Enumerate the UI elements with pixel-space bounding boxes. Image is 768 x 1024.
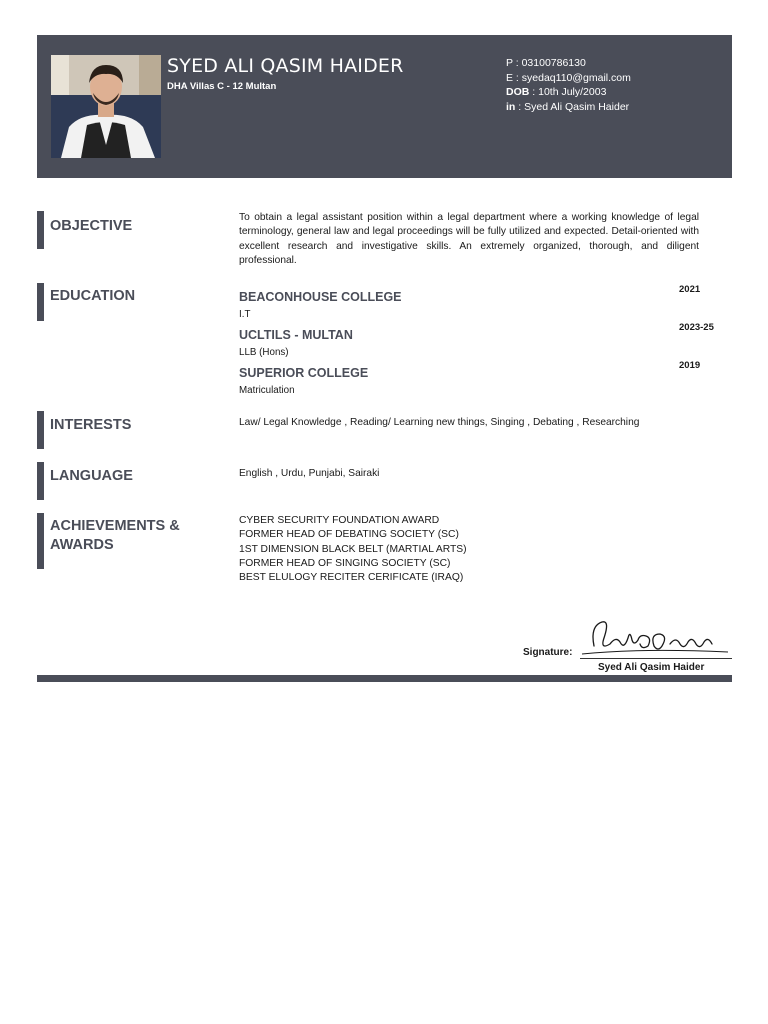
phone-label: P [506,57,513,69]
candidate-address: DHA Villas C - 12 Multan [167,81,277,92]
education-year: 2021 [679,284,701,295]
section-marker [37,283,44,321]
phone-value: 03100786130 [521,57,586,69]
objective-text: To obtain a legal assistant position within a legal department where a working knowledge of legal terminology, general law and legal proceedings will be fully utilized and expected. Detail-oriented with excellent research and investigative skills. An extremely organized, thorough, and diligent professional. [239,212,699,266]
language-text: English , Urdu, Punjabi, Sairaki [239,468,380,479]
achievements-section [37,513,732,593]
education-degree: I.T [239,309,251,320]
section-marker [37,411,44,449]
contact-email: E : syedaq110@gmail.com [506,71,631,84]
signature-name: Syed Ali Qasim Haider [598,662,705,673]
section-marker [37,462,44,500]
education-item [239,322,729,365]
contact-phone: P : 03100786130 [506,57,586,69]
education-section [37,283,732,403]
header-banner [37,35,732,178]
education-title: EDUCATION [50,288,136,304]
education-item [239,360,729,403]
language-section [37,462,732,502]
education-degree: Matriculation [239,385,295,396]
candidate-name: SYED ALI QASIM HAIDER [167,55,404,77]
contact-dob: DOB : 10th July/2003 [506,86,607,98]
signature-scribble [580,616,730,662]
interests-section [37,411,732,451]
section-marker [37,513,44,569]
education-school: SUPERIOR COLLEGE [239,366,369,380]
dob-label: DOB [506,86,530,98]
education-year: 2019 [679,360,701,371]
achievements-title-line1: ACHIEVEMENTS & [50,518,180,534]
signature-line [580,658,732,659]
achievement-item: CYBER SECURITY FOUNDATION AWARD [239,515,440,526]
objective-title: OBJECTIVE [50,218,133,234]
education-list [239,284,729,403]
interests-title: INTERESTS [50,417,132,433]
achievement-item: BEST ELULOGY RECITER CERIFICATE (IRAQ) [239,572,464,584]
achievement-item: FORMER HEAD OF DEBATING SOCIETY (SC) [239,529,459,541]
linkedin-value: Syed Ali Qasim Haider [524,100,630,113]
objective-section [37,211,732,266]
achievements-title [50,517,180,555]
dob-value: 10th July/2003 [538,86,607,98]
section-marker [37,211,44,249]
email-value: syedaq110@gmail.com [521,71,631,84]
education-school: BEACONHOUSE COLLEGE [239,290,402,304]
signature-label: Signature: [523,647,573,658]
interests-text: Law/ Legal Knowledge , Reading/ Learning new things, Singing , Debating , Researching [239,417,640,428]
profile-photo [51,55,161,158]
linkedin-icon: in [506,100,516,113]
achievement-item: 1ST DIMENSION BLACK BELT (MARTIAL ARTS) [239,543,467,555]
achievements-title-line2: AWARDS [50,537,114,553]
achievements-list [239,514,699,585]
education-degree: LLB (Hons) [239,347,289,358]
email-label: E [506,71,514,84]
achievement-item: FORMER HEAD OF SINGING SOCIETY (SC) [239,557,451,569]
contact-block [506,56,631,114]
education-year: 2023-25 [679,322,714,333]
education-item [239,284,729,327]
language-title: LANGUAGE [50,468,133,484]
contact-linkedin: in : Syed Ali Qasim Haider [506,100,630,113]
education-school: UCLTILS - MULTAN [239,328,353,342]
footer-bar [37,675,732,682]
